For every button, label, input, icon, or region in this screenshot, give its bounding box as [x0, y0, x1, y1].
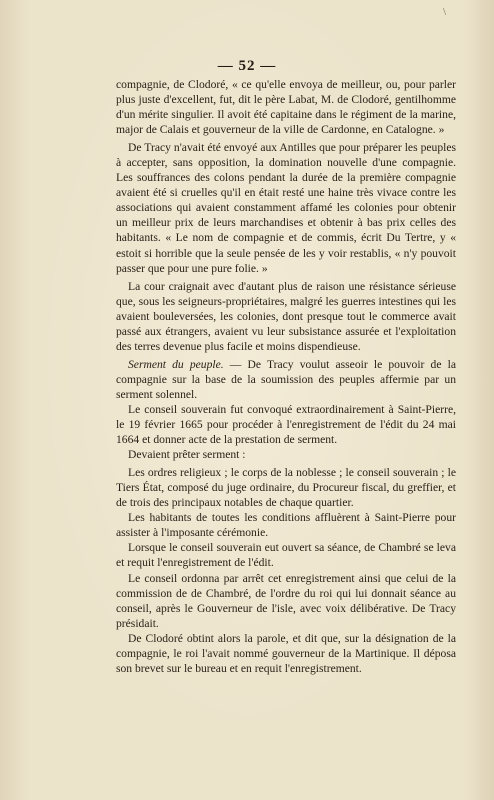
body-text [116, 77, 456, 676]
paragraph: La cour craignait avec d'autant plus de raison une résistance sérieuse que, sous les seigneurs-propriétaires, malgré les guerres intestines qui les avaient bouleversées, les colonies, dont presque tout le commerce avait passé aux étrangers, avaient vu leur subsistance assurée et l'exploitation des terres devenue plus facile et moins dispendieuse. [116, 279, 456, 353]
paragraph: Le conseil souverain fut convoqué extraordinairement à Saint-Pierre, le 19 février 1665 pour procéder à l'enregistrement de l'édit du 24 mai 1664 et donner acte de la prestation de serment. [116, 402, 456, 447]
paragraph: De Clodoré obtint alors la parole, et dit que, sur la désignation de la compagnie, le roi l'avait nommé gouverneur de la Martinique. Il déposa son brevet sur le bureau et en requit l'enregistrement. [116, 631, 456, 675]
paragraph: Les ordres religieux ; le corps de la noblesse ; le conseil souverain ; le Tiers État, composé du juge ordinaire, du Procureur fiscal, du greffier, et de trois des principaux notables de chaque quartier. [116, 466, 456, 510]
corner-mark: \ [442, 6, 446, 18]
paragraph: Le conseil ordonna par arrêt cet enregistrement ainsi que celui de la commission de de Chambré, de l'ordre du roi qui lui donnait séance au conseil, après le Gouverneur de l'isle, avec voix délibérative. De Tracy présidait. [116, 571, 456, 630]
paragraph-text: — De Tracy voulut asseoir le pouvoir de la compagnie sur la base de la soumission des peuples affermie par un serment solennel. [116, 357, 456, 401]
paragraph-serment [116, 357, 456, 402]
section-heading: Serment du peuple. [128, 357, 224, 371]
page-number: — 52 — [217, 58, 277, 74]
paragraph: compagnie, de Clodoré, « ce qu'elle envoya de meilleur, ou, pour parler plus juste d'excellent, fut, dit le père Labat, M. de Clodoré, gentilhomme d'un mérite singulier. Il avoit été capitaine dans le régiment de la marine, major de Calais et gouverneur de la ville de Cardonne, en Catalogne. » [116, 78, 456, 137]
paragraph: De Tracy n'avait été envoyé aux Antilles que pour préparer les peuples à accepter, sans opposition, la domination nouvelle d'une compagnie. Les souffrances des colons pendant la durée de la première compagnie avaient été si cruelles qu'il en était resté une haine très vivace contre les associations qui avaient constamment affamé les colonies pour obtenir un meilleur prix de leurs marchandises et obtenir à bas prix celles des habitants. « Le nom de compagnie et de commis, écrit Du Tertre, y « estoit si horrible que la seule pensée de les y voir restablis, « n'y pouvoit passer que pour une pure folie. » [116, 141, 456, 275]
paragraph: Les habitants de toutes les conditions affluèrent à Saint-Pierre pour assister à l'imposante cérémonie. [116, 511, 456, 540]
paragraph: Devaient prêter serment : [128, 448, 246, 462]
paragraph: Lorsque le conseil souverain eut ouvert sa séance, de Chambré se leva et requit l'enregistrement de l'édit. [116, 541, 456, 570]
